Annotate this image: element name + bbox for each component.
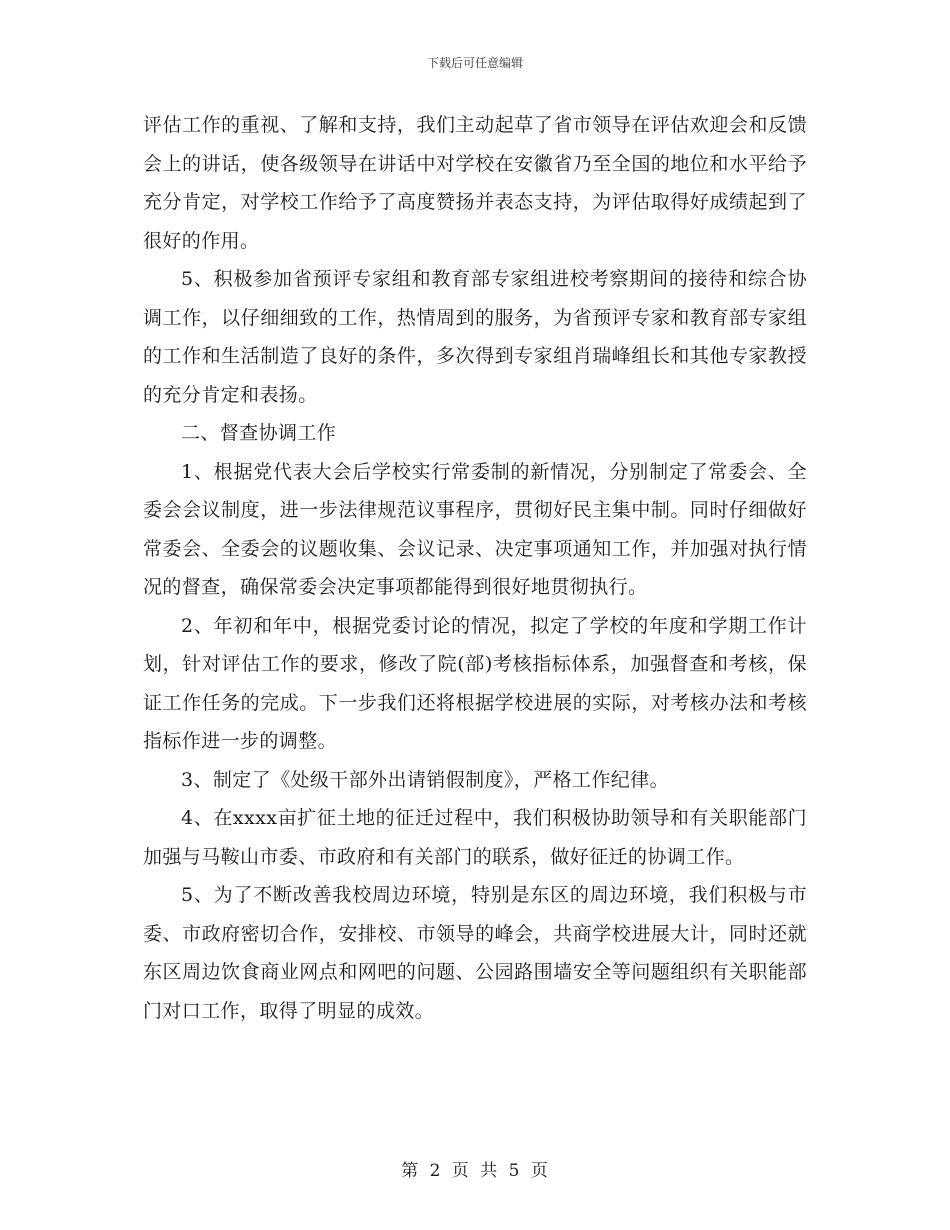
document-body xyxy=(143,106,807,1030)
paragraph-item-3-leave-policy: 3、制定了《处级干部外出请销假制度》，严格工作纪律。 xyxy=(181,768,669,791)
page-header: 下载后可任意编辑 xyxy=(426,56,523,70)
paragraph-item-5-reception: 5、积极参加省预评专家组和教育部专家组进校考察期间的接待和综合协调工作，以仔细细致的工作，热情周到的服务，为省预评专家和教育部专家组的工作和生活制造了良好的条件，多次得到专家组肖瑞峰组长和其他专家教授的充分肯定和表扬。 xyxy=(143,268,807,406)
section-heading-supervision: 二、督查协调工作 xyxy=(181,422,337,444)
paragraph-item-4-land: 4、在xxxx亩扩征土地的征迁过程中，我们积极协助领导和有关职能部门加强与马鞍山市委、市政府和有关部门的联系，做好征迁的协调工作。 xyxy=(143,807,807,868)
page-footer: 第 2 页 共 5 页 xyxy=(401,1161,549,1181)
paragraph-continuation: 评估工作的重视、了解和支持，我们主动起草了省市领导在评估欢迎会和反馈会上的讲话，使各级领导在讲话中对学校在安徽省乃至全国的地位和水平给予充分肯定，对学校工作给予了高度赞扬并表态支持，为评估取得好成绩起到了很好的作用。 xyxy=(143,114,807,252)
paragraph-item-1-rules: 1、根据党代表大会后学校实行常委制的新情况，分别制定了常委会、全委会会议制度，进一步法律规范议事程序，贯彻好民主集中制。同时仔细做好常委会、全委会的议题收集、会议记录、决定事项通知工作，并加强对执行情况的督查，确保常委会决定事项都能得到很好地贯彻执行。 xyxy=(143,460,807,598)
paragraph-item-5-environment: 5、为了不断改善我校周边环境，特别是东区的周边环境，我们积极与市委、市政府密切合作，安排校、市领导的峰会，共商学校进展大计，同时还就东区周边饮食商业网点和网吧的问题、公园路围墙安全等问题组织有关职能部门对口工作，取得了明显的成效。 xyxy=(143,884,807,1022)
paragraph-item-2-plans: 2、年初和年中，根据党委讨论的情况，拟定了学校的年度和学期工作计划，针对评估工作的要求，修改了院(部)考核指标体系，加强督查和考核，保证工作任务的完成。下一步我们还将根据学校进展的实际，对考核办法和考核指标作进一步的调整。 xyxy=(143,614,807,752)
